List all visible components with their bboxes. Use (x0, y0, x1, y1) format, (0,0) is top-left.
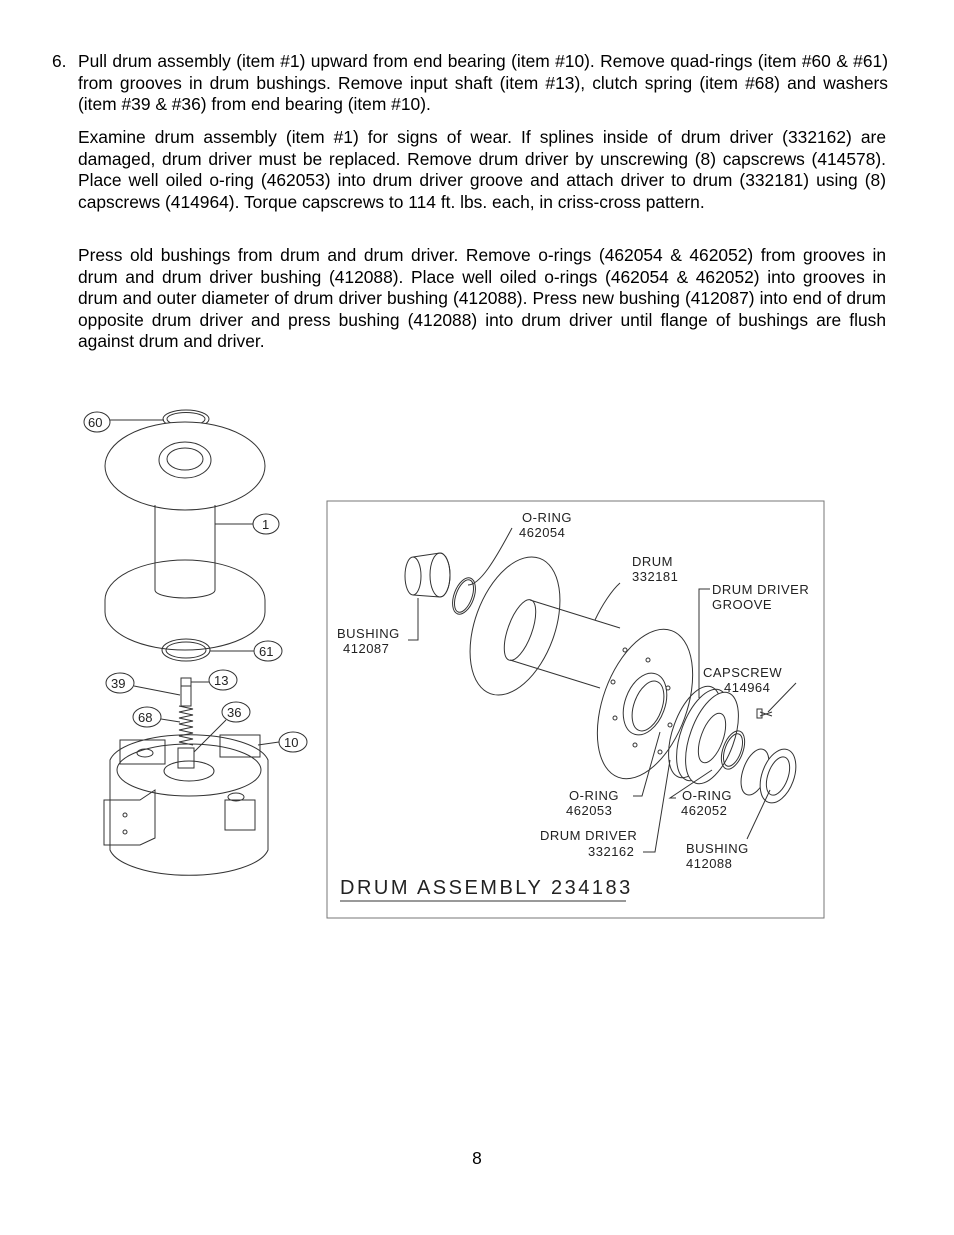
svg-text:DRUM DRIVER: DRUM DRIVER (540, 828, 638, 843)
svg-text:462052: 462052 (681, 803, 728, 818)
svg-text:414964: 414964 (724, 680, 771, 695)
svg-text:GROOVE: GROOVE (712, 597, 773, 612)
svg-text:DRUM DRIVER: DRUM DRIVER (712, 582, 810, 597)
left-exploded-figure (84, 410, 307, 875)
svg-text:10: 10 (284, 735, 299, 750)
label-drum-332181 (632, 554, 678, 584)
label-bushing-412087 (337, 626, 400, 656)
svg-text:332162: 332162 (588, 844, 635, 859)
label-oring-462053 (566, 788, 619, 818)
svg-text:O-RING: O-RING (682, 788, 732, 803)
svg-text:412088: 412088 (686, 856, 733, 871)
label-oring-462054 (519, 510, 572, 540)
svg-text:36: 36 (227, 705, 242, 720)
svg-text:1: 1 (262, 517, 270, 532)
page-number: 8 (472, 1148, 482, 1168)
svg-text:BUSHING: BUSHING (686, 841, 749, 856)
label-bushing-412088 (686, 841, 749, 871)
callout-61 (210, 641, 282, 661)
svg-text:13: 13 (214, 673, 229, 688)
label-drum-driver-groove (712, 582, 809, 612)
label-drum-driver-332162 (540, 828, 637, 859)
callout-39 (106, 673, 180, 695)
drum-assembly-figure (327, 501, 824, 918)
svg-text:O-RING: O-RING (569, 788, 619, 803)
svg-text:CAPSCREW: CAPSCREW (703, 665, 783, 680)
callout-1 (215, 514, 279, 534)
examine-paragraph: Examine drum assembly (item #1) for signs of wear. If splines inside of drum driver (332162) are damaged, drum driver must be replaced. Remove drum driver by unscrewing (8) capscrews (414578). Place well oiled o-ring (462053) into drum driver groove and attach driver to drum (332181) using (8) capscrews (414964). Torque capscrews to 114 ft. lbs. each, in criss-cross pattern. (78, 127, 886, 212)
svg-text:462053: 462053 (566, 803, 613, 818)
figure-frame (327, 501, 824, 918)
svg-text:39: 39 (111, 676, 126, 691)
press-paragraph: Press old bushings from drum and drum driver. Remove o-rings (462054 & 462052) from grooves in drum and drum driver bushing (412088). Place well oiled o-rings (462054 & 462052) into grooves in drum and outer diameter of drum driver bushing (412088). Press new bushing (412087) into end of drum opposite drum driver and press bushing (412088) into drum driver until flange of bushings are flush against drum and driver. (78, 245, 886, 352)
label-oring-462052 (681, 788, 732, 818)
step-6-text: Pull drum assembly (item #1) upward from end bearing (item #10). Remove quad-rings (item #60 & #61) from grooves in drum bushings. Remove input shaft (item #13), clutch spring (item #68) and washers (item #39 & #36) from end bearing (item #10). (78, 51, 888, 115)
svg-text:462054: 462054 (519, 525, 566, 540)
drum-assembly-title: DRUM ASSEMBLY 234183 (340, 877, 633, 899)
svg-text:68: 68 (138, 710, 153, 725)
callout-10 (258, 732, 307, 752)
svg-text:60: 60 (88, 415, 103, 430)
svg-text:332181: 332181 (632, 569, 679, 584)
callout-13 (191, 670, 237, 690)
svg-text:412087: 412087 (343, 641, 390, 656)
svg-text:61: 61 (259, 644, 274, 659)
svg-text:O-RING: O-RING (522, 510, 572, 525)
svg-text:DRUM: DRUM (632, 554, 673, 569)
step-number: 6. (52, 51, 67, 71)
callout-68 (133, 707, 180, 727)
svg-text:BUSHING: BUSHING (337, 626, 400, 641)
